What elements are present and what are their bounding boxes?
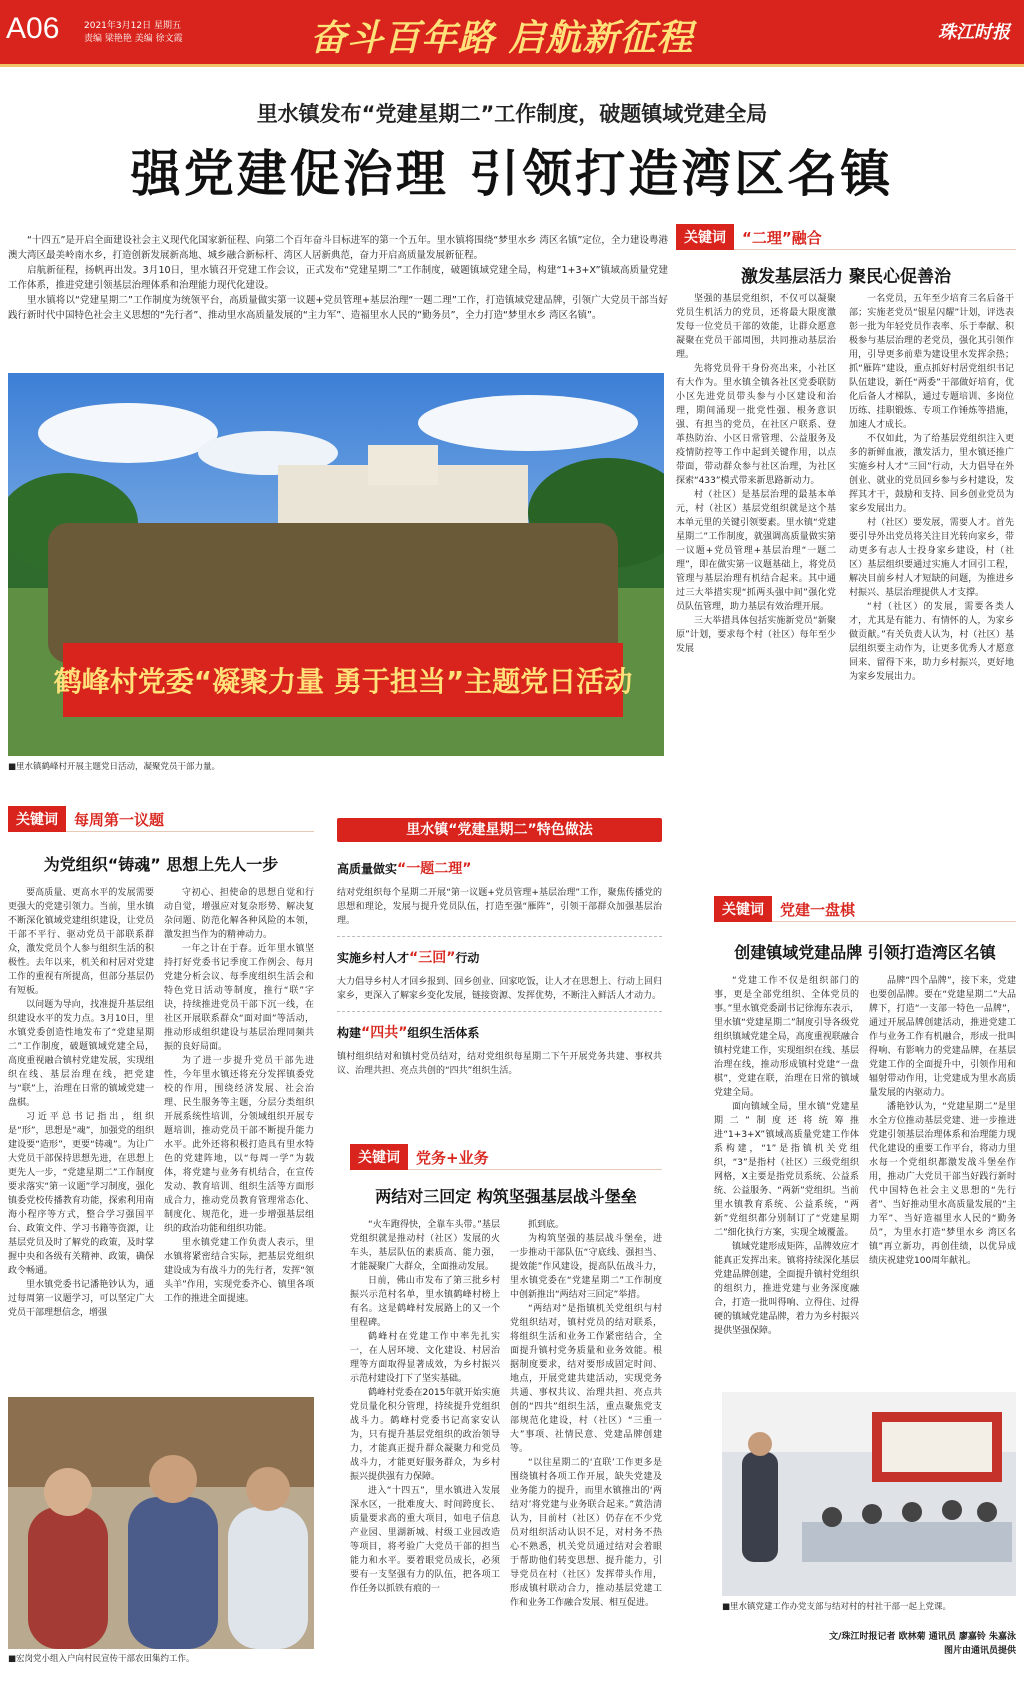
visit-photo-illustration — [8, 1397, 314, 1649]
paragraph: 村（社区）是基层治理的最基本单元，村（社区）基层党组织就是这个基本单元里的关键引领要素。里水镇“党建星期二”工作制度，就强调高质量做实第一议题+党员管理+基层治理“一题二理”，即在做实第一议题基础上，将党员管理与基层治理有机结合起来。其中通过三大举措实现“抓两头强中间”强化党员队伍管理，助力基层有效治理开展。 — [676, 490, 836, 612]
paragraph: “火车跑得快，全靠车头带。”基层党组织就是推动村（社区）发展的火车头，基层队伍的素质高、能力强，才能凝聚广大群众，全面推动发展。 — [350, 1220, 500, 1272]
section-title: 为党组织“铸魂” 思想上先人一步 — [43, 855, 279, 874]
heading-highlight: “四共” — [361, 1025, 408, 1041]
meeting-photo-illustration — [722, 1392, 1016, 1596]
issue-date: 2021年3月12日 星期五 — [84, 21, 181, 31]
paragraph: “村（社区）的发展，需要各类人才，尤其是有能力、有情怀的人，为家乡做贡献。”有关负责人认为，村（社区）基层组织要主动作为，让更多优秀人才愿意回来、留得下来，助力乡村振兴，更好地为家乡发展出力。 — [849, 602, 1014, 682]
feature-item-heading — [337, 947, 662, 967]
keyword-bar — [350, 1144, 662, 1170]
credit-reporters: 文/珠江时报记者 欧林菊 通讯员 廖嘉铃 朱嘉泳 — [829, 1632, 1016, 1642]
group-photo-illustration — [8, 373, 664, 756]
paragraph: 守初心、担使命的思想自觉和行动自觉，增强应对复杂形势、解决复杂问题、防范化解各种风险的本领，激发担当作为的精神动力。 — [164, 888, 314, 940]
article-column — [350, 1218, 500, 1668]
paragraph: 镇域党建形成矩阵，品牌效应才能真正发挥出来。镇将持续深化基层党建品牌创建，全面提升镇村党组织的组织力，推进党建与业务深度融合，打造一批叫得响、立得住、过得硬的镇域党建品牌，着力为乡村振兴提供坚强保障。 — [714, 1242, 859, 1336]
lead-text — [8, 233, 668, 323]
feature-item-text: 镇村组织结对和镇村党员结对，结对党组织每星期二下午开展党务共建、事权共议、治理共担、亮点共创的“四共”组织生活。 — [337, 1052, 662, 1076]
headline: 强党建促治理 引领打造湾区名镇 — [130, 145, 894, 203]
lead-paragraph: “十四五”是开启全面建设社会主义现代化国家新征程、向第二个百年奋斗目标进军的第一个五年。里水镇将围绕“梦里水乡 湾区名镇”定位，全力建设粤港澳大湾区最美岭南水乡，打造创新发展新高地、城乡融合新标杆、湾区人居新典范，奋力开启高质量发展新征程。 — [8, 235, 668, 261]
paragraph: 三大举措具体包括实施新党员“新聚原”计划，要求每个村（社区）每年至少发展 — [676, 616, 836, 654]
slogan: 奋斗百年路 启航新征程 — [310, 17, 694, 59]
date-line — [84, 20, 183, 46]
paragraph: 抓到底。 — [528, 1220, 565, 1230]
feature-item-text: 结对党组织每个星期二开展“第一议题+党员管理+基层治理”工作，聚焦传播党的思想和理论，发展与提升党员队伍，打造至强“雁阵”，引领干部群众加强基层治理。 — [337, 888, 662, 926]
keyword-label: 关键词 — [676, 224, 734, 250]
heading-highlight: “一题二理” — [397, 861, 472, 877]
main-photo — [8, 373, 664, 756]
paragraph: 一名党员，五年至少培育三名后备干部；实施老党员“银星闪耀”计划，评选表彰一批为年轻党员作表率、乐于奉献、积极参与基层治理的老党员，强化其引领作用，引导更多前辈为建设里水发挥余热；抓“雁阵”建设，重点抓好村居党组织书记队伍建设，新任“两委”干部做好培育，优化后备人才梯队，通过专题培训、多岗位历练、挂职锻炼、专项工作锤炼等措施，加速人才成长。 — [849, 294, 1014, 430]
section-title: 激发基层活力 聚民心促善治 — [741, 267, 951, 287]
feature-item-heading — [337, 1022, 662, 1042]
article-column — [869, 974, 1016, 1374]
heading-text: 行动 — [455, 951, 480, 965]
paragraph: 进入“十四五”，里水镇进入发展深水区，一批难度大、时间跨度长、质量要求高的重大项目，如电子信息产业园、里湖新城、村级工业园改造等项目，将考验广大党员干部的担当能力和水平。要着眼党员成长，必须要有一支坚强有力的队伍，把各项工作任务以抓铁有痕的一 — [350, 1486, 500, 1594]
small-photo-1 — [8, 1397, 314, 1649]
keyword-bar — [676, 224, 1016, 250]
paragraph: “党建工作不仅是组织部门的事，更是全部党组织、全体党员的事。”里水镇党委副书记徐海东表示，里水镇“党建星期二”制度引导各级党组织镇域党建全局，高度重视联融合镇村党建工作，实现组织在线、基层治理在线，推动形成镇村党建“一盘棋”，党建在联，治理在日常的镇域党建全局。 — [714, 976, 859, 1098]
keyword-text: 党务+业务 — [416, 1149, 489, 1167]
keyword-bar — [714, 896, 1016, 922]
paragraph: 面向镇域全局，里水镇“党建星期二”制度还将统筹推进“1+3+X”镇域高质量党建工作体系构建，“1”是指镇机关党组织，“3”是指村（社区）三级党组织网格，X主要是指党员系统、公益系统、公益服务、“两新”党组织。当前里水镇教育系统、公益系统，“两新”党组织都分别制订了“党建星期二”细化执行方案，实现全域覆盖。 — [714, 1102, 859, 1238]
paragraph: “以往星期二的‘直联’工作更多是围绕镇村各项工作开展，缺失党建及业务能力的提升，而里水镇推出的‘两结对’将党建与业务联合起来。”黄浩清认为，目前村（社区）仍存在不少党员对组织活动认识不足，对村务不热心不熟悉，机关党员通过结对会着眼于帮助他们转变思想、提升能力，引导党员在村（社区）发挥带头作用，形成镇村联动合力，推动基层党建工作和业务工作融合发展、相互促进。 — [510, 1458, 662, 1608]
feature-item — [337, 1022, 662, 1078]
article-column — [849, 292, 1014, 804]
article-column — [676, 292, 836, 804]
keyword-text: 党建一盘棋 — [780, 901, 856, 919]
heading-text: 组织生活体系 — [407, 1026, 480, 1040]
section-title: 两结对三回定 构筑坚强基层战斗堡垒 — [375, 1187, 637, 1206]
paragraph: 为构筑坚强的基层战斗堡垒，进一步推动干部队伍“守底线、强担当、提效能”作风建设，提高队伍战斗力，里水镇党委在“党建星期二”工作制度中创新推出“两结对三回定”举措。 — [510, 1234, 662, 1300]
feature-item-heading — [337, 858, 662, 878]
section-title: 创建镇域党建品牌 引领打造湾区名镇 — [734, 943, 996, 962]
paragraph: 里水镇党建工作负责人表示，里水镇将紧密结合实际，把基层党组织建设成为有战斗力的先行者，发挥“领头羊”作用，实现党委齐心、镇里各项工作的推进全面提速。 — [164, 1238, 314, 1304]
keyword-text: 每周第一议题 — [74, 811, 165, 829]
activity-banner-text: 鹤峰村党委“凝聚力量 勇于担当”主题党日活动 — [53, 665, 633, 698]
subtitle: 里水镇发布“党建星期二”工作制度，破题镇域党建全局 — [256, 102, 768, 126]
divider — [337, 936, 662, 937]
main-photo-caption: ■里水镇鹤峰村开展主题党日活动，凝聚党员干部力量。 — [8, 762, 221, 772]
paragraph: 品牌“四个品牌”，接下来，党建也要创品牌。要在“党建星期二”大品牌下，打造“一支部一特色一品牌”，通过开展品牌创建活动，推进党建工作与业务工作有机融合，形成一批叫得响、有影响力的党建品牌，在基层党建工作的全面提升中，引领作用和辐射带动作用，让党建成为里水高质量发展的内驱动力。 — [869, 976, 1016, 1098]
small-photo-1-caption: ■宏岗党小组入户向村民宣传干部农田集约工作。 — [8, 1654, 195, 1664]
article-column — [8, 886, 154, 1386]
keyword-text: “二理”融合 — [742, 229, 822, 247]
article-column — [714, 974, 859, 1374]
header-rule — [0, 64, 1024, 67]
heading-text: 实施乡村人才 — [337, 951, 410, 965]
lead-paragraph: 启航新征程，扬帆再出发。3月10日，里水镇召开党建工作会议，正式发布“党建星期二”工作制度，破题镇域党建全局，构建“1+3+X”镇域高质量党建工作体系，推进党建引领基层治理体系和治理能力现代化建设。 — [8, 265, 668, 291]
credits — [700, 1630, 1016, 1658]
small-photo-2-caption: ■里水镇党建工作办党支部与结对村的村社干部一起上党课。 — [722, 1602, 952, 1612]
paragraph: 鹤峰村党委在2015年就开始实施党员量化积分管理，持续提升党组织战斗力。鹤峰村党委书记高家安认为，只有提升基层党组织的政治领导力，才能真正提升群众凝聚力和党员战斗力，才能更好服务群众，为乡村振兴提供强有力保障。 — [350, 1388, 500, 1482]
heading-text: 高质量做实 — [337, 862, 398, 876]
paragraph: 以问题为导向，找准提升基层组织建设水平的发力点。3月10日，里水镇党委创造性地发布了“党建星期二”工作制度，破题镇域党建全局，高度重视融合镇村党建发展，实现组织在线、基层治理在线，把党建与“联”上，治理在日常的镇域党建一盘棋。 — [8, 1000, 154, 1108]
paragraph: 潘艳钞认为，“党建星期二”是里水全方位推动基层党建、进一步推进党建引领基层治理体系和治理能力现代化建设的重要工作平台，将动力里水每一个党组织都激发战斗堡垒作用，推动广大党员干部当好践行新时代中国特色社会主义思想的“先行者”、当好推动里水高质量发展的“主力军”、当好造福里水人民的“勤务员”，为里水打造“梦里水乡 湾区名镇”再立新功，再创佳绩，以优异成绩庆祝建党100周年献礼。 — [869, 1102, 1016, 1266]
paragraph: “两结对”是指镇机关党组织与村党组织结对，镇村党员的结对联系，将组织生活和业务工作紧密结合，全面提升镇村党务质量和业务效能。根据制度要求，结对要形成固定时间、地点，开展党建共建活动，实现党务共通、事权共议、治理共担、亮点共创的“四共”组织生活，重点聚焦党支部规范化建设，村（社区）“三重一大”事项、社情民意、党建品牌创建等。 — [510, 1304, 662, 1454]
paragraph: 要高质量、更高水平的发展需要更强大的党建引领力。当前，里水镇不断深化镇域党建组织建设，让党员干部不平行、驱动党员干部联系群众，激发党员个人参与组织生活的积极性。去年以来，机关和村居对党建工作的重视有所提高，但部分基层仍有短板。 — [8, 888, 154, 996]
paragraph: 鹤峰村在党建工作中率先扎实一，在人居环境、文化建设、村居治理等方面取得显著成效，为乡村振兴示范村建设打下了坚实基础。 — [350, 1332, 500, 1384]
newspaper-logo: 珠江时报 — [938, 22, 1010, 43]
paragraph: 不仅如此，为了给基层党组织注入更多的新鲜血液，激发活力，里水镇还推广实施乡村人才“三回”行动，大力倡导在外创业、就业的党员回乡参与乡村建设，发挥其才干，鼓励和支持、回乡创业党员为家乡发展出力。 — [849, 434, 1014, 514]
feature-item-text: 大力倡导乡村人才回乡报到、回乡创业、回家吃饭，让人才在思想上、行动上回归家乡，更深入了解家乡变化发展，链接资源、发挥优势，不断注入鲜活人才动力。 — [337, 977, 662, 1001]
heading-text: 构建 — [337, 1026, 362, 1040]
feature-box-title: 里水镇“党建星期二”特色做法 — [337, 818, 662, 842]
keyword-label: 关键词 — [8, 806, 66, 832]
paragraph: 日前，佛山市发布了第三批乡村振兴示范村名单，里水镇鹤峰村榜上有名。这是鹤峰村发展路上的又一个里程碑。 — [350, 1276, 500, 1328]
feature-item — [337, 858, 662, 928]
article-column — [510, 1218, 662, 1668]
paragraph: 为了进一步提升党员干部先进性，今年里水镇还将充分发挥镇委党校的作用，围绕经济发展、社会治理、民生服务等主题，分层分类组织开展系统性培训，分领域组织开展专题培训，推动党员干部不断提升能力水平。此外还将积极打造具有里水特色的党建阵地，以“每周一学”为载体，将党建与业务有机结合，在宣传发动、教育培训、组织生活等方面形成合力，推动党员教育管理常态化、制度化、规范化，进一步增强基层组织的政治功能和组织功能。 — [164, 1056, 314, 1234]
keyword-label: 关键词 — [714, 896, 772, 922]
divider — [337, 1011, 662, 1012]
small-photo-2 — [722, 1392, 1016, 1596]
paragraph: 先将党员骨干身份亮出来，小社区有大作为。里水镇全镇各社区党委联防小区先进党员带头参与小区建设和治理，期间涌现一批党性强、根务意识强、有担当的党员，在社区户联系、登革热防治、小区日常管理、公益服务及疫情防控等工作中起到关键作用，以点带面，带动群众参与社区治理，为社区探索“433”模式带来新思路新动力。 — [676, 364, 836, 486]
lead-paragraph: 里水镇将以“党建星期二”工作制度为统领平台，高质量做实第一议题+党员管理+基层治理“一题二理”工作，打造镇域党建品牌，引领广大党员干部当好践行新时代中国特色社会主义思想的“先行者”、推动里水高质量发展的“主力军”、造福里水人民的“勤务员”，全力打造“梦里水乡 湾区名镇”。 — [8, 295, 668, 321]
heading-highlight: “三回” — [409, 950, 456, 966]
editors-line: 责编 梁艳艳 美编 徐文霞 — [84, 34, 183, 44]
keyword-bar — [8, 806, 314, 832]
feature-item — [337, 947, 662, 1003]
feature-box — [337, 818, 662, 1098]
credit-photos: 图片由通讯员提供 — [943, 1646, 1016, 1656]
paragraph: 习近平总书记指出，组织是“形”，思想是“魂”，加强党的组织建设要“造形”，更要“铸魂”。为让广大党员干部保持思想先进，在思想上更先人一步，“党建星期二”工作制度要求落实“第一议题”学习制度，强化镇委党校传播教育功能，探索利用南海小程序等方式，整合学习强国平台、政策文件、学习书籍等资源，让基层党员及时了解党的政策，及时掌握中央和各级有关精神、政策，确保政令畅通。 — [8, 1112, 154, 1276]
paragraph: 坚强的基层党组织，不仅可以凝聚党员生机活力的党员，还将最大限度激发每一位党员干部的效能，让群众愿意凝聚在党员干部周围，共同推动基层治理。 — [676, 294, 836, 360]
paragraph: 一年之计在于春。近年里水镇坚持打好党委书记季度工作例会、每月党建分析会议、每季度组织生活会和特色党日活动等制度，推行“联”字诀，持续推进党员干部下沉一线，在社区开展联系群众“面对面”等活动，推动形成组织建设与基层治理同频共振的良好局面。 — [164, 944, 314, 1052]
article-column — [164, 886, 314, 1386]
page-number: A06 — [6, 12, 60, 45]
paragraph: 里水镇党委书记潘艳钞认为，通过每周第一议题学习，可以坚定广大党员干部理想信念，增强 — [8, 1280, 154, 1318]
paragraph: 村（社区）要发展，需要人才。首先要引导外出党员将关注目光转向家乡，带动更多有志人士投身家乡建设，村（社区）基层组织要通过实施人才回引工程，解决目前乡村人才短缺的问题，为推进乡村振兴、基层治理提供人才支撑。 — [849, 518, 1014, 598]
keyword-label: 关键词 — [350, 1144, 408, 1170]
